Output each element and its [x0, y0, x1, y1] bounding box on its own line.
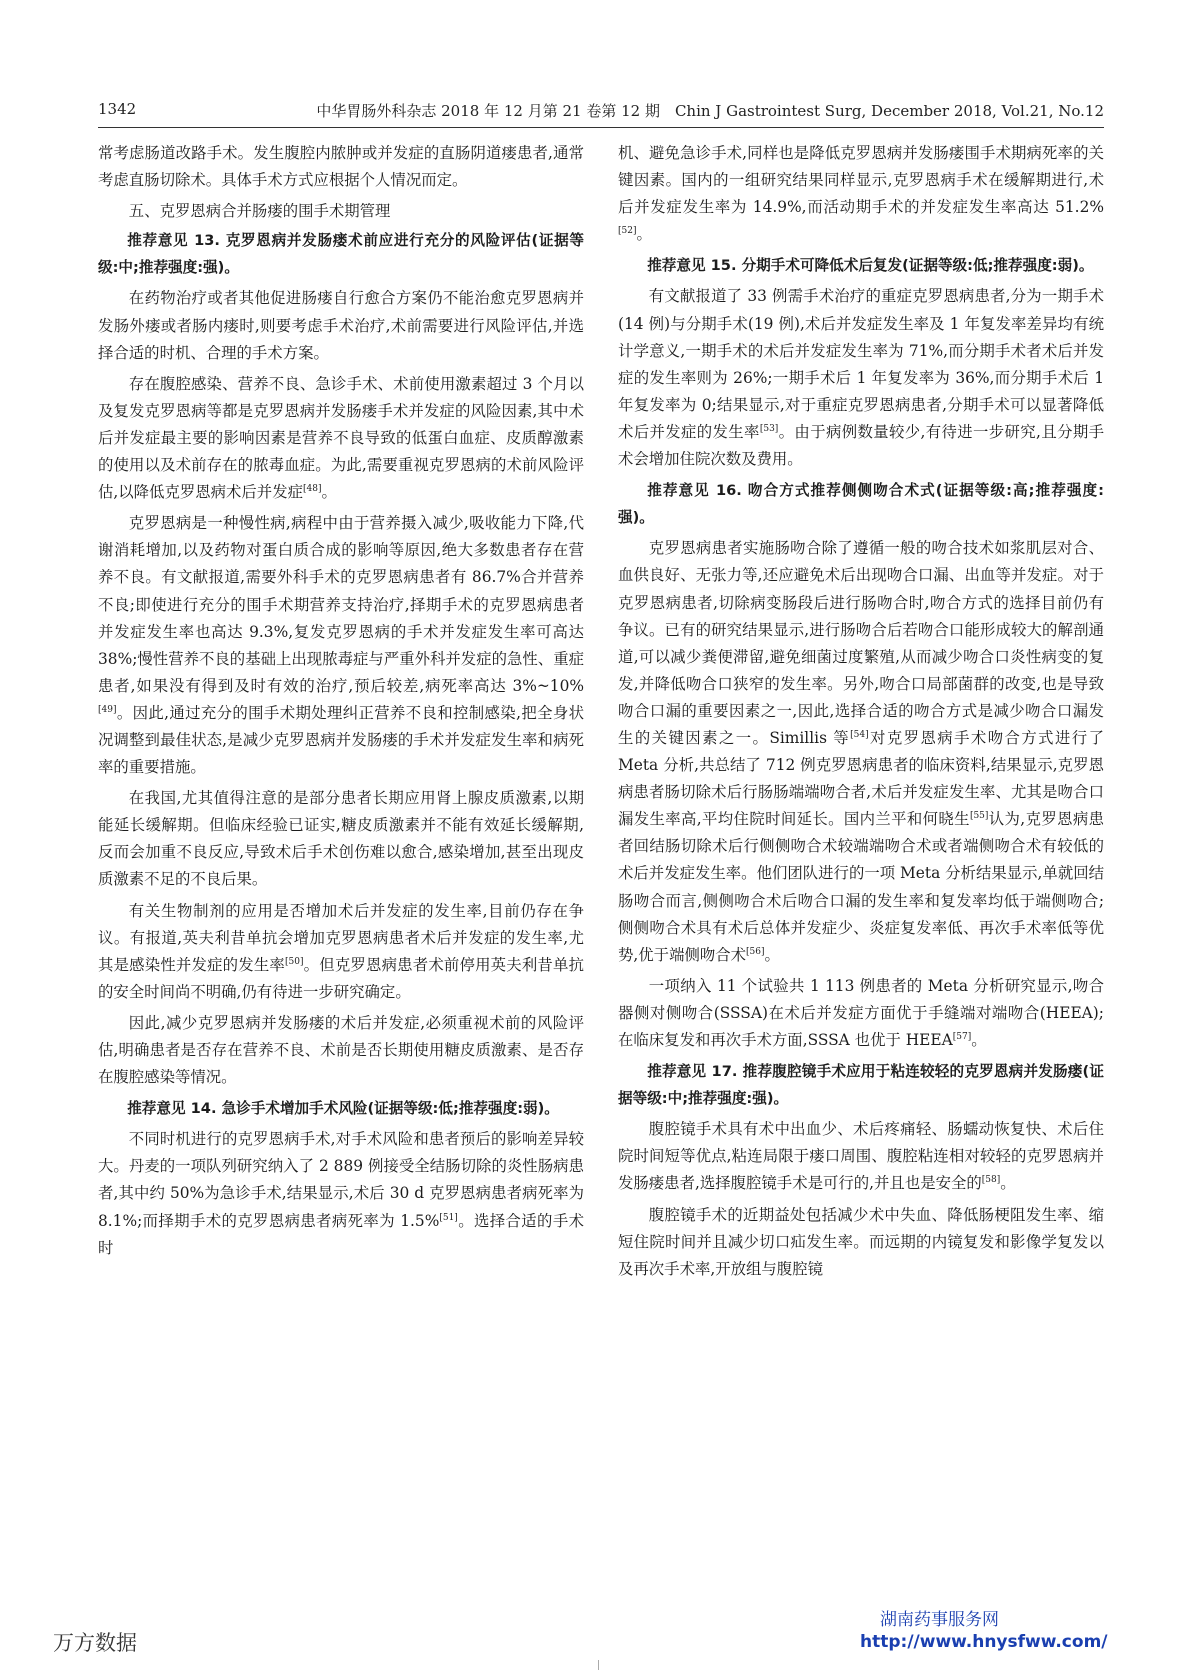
paragraph-text: 推荐意见 13. 克罗恩病并发肠瘘术前应进行充分的风险评估(证据等级:中;推荐强度:强)。: [98, 232, 584, 277]
paragraph-text: 。选择合适的手术时: [98, 1211, 584, 1257]
paragraph-text: 。: [636, 225, 652, 244]
paragraph-text: 克罗恩病患者实施肠吻合除了遵循一般的吻合技术如浆肌层对合、血供良好、无张力等,还应避免术后出现吻合口漏、出血等并发症。对于克罗恩病患者,切除病变肠段后进行肠吻合时,吻合方式的选择目前仍有争议。已有的研究结果显示,进行肠吻合后若吻合口能形成较大的解剖通道,可以减少粪便滞留,避免细菌过度繁殖,从而减少吻合口炎性病变的复发,并降低吻合口狭窄的发生率。另外,吻合口局部菌群的改变,也是导致吻合口漏的重要因素之一,因此,选择合适的吻合方式是减少吻合口漏发生的关键因素之一。Simillis 等: [618, 539, 1104, 747]
paragraph-text: 有文献报道了 33 例需手术治疗的重症克罗恩病患者,分为一期手术(14 例)与分期手术(19 例),术后并发症发生率及 1 年复发率差异均有统计学意义,一期手术的术后并发症发生率为 71%,而分期手术者术后并发症的发生率则为 26%;一期手术后 1 年复发率为 36%,而分期手术后 1 年复发率为 0;结果显示,对于重症克罗恩病患者,分期手术可以显著降低术后并发症的发生率: [618, 287, 1104, 441]
paragraph-text: 在药物治疗或者其他促进肠瘘自行愈合方案仍不能治愈克罗恩病并发肠外瘘或者肠内瘘时,则要考虑手术治疗,术前需要进行风险评估,并选择合适的时机、合理的手术方案。: [98, 289, 584, 362]
citation-ref[interactable]: [52]: [618, 226, 637, 237]
recommendation-heading: [618, 477, 1104, 531]
citation-ref[interactable]: [49]: [98, 704, 117, 715]
recommendation-heading: [618, 252, 1104, 279]
paragraph-text: 。: [1000, 1174, 1016, 1193]
citation-ref[interactable]: [50]: [285, 956, 304, 967]
paragraph-text: 克罗恩病是一种慢性病,病程中由于营养摄入减少,吸收能力下降,代谢消耗增加,以及药物对蛋白质合成的影响等原因,绝大多数患者存在营养不良。有文献报道,需要外科手术的克罗恩病患者有 86.7%合并营养不良;即使进行充分的围手术期营养支持治疗,择期手术的克罗恩病患者并发症发生率也高达 9.3%,复发克罗恩病的手术并发症发生率可高达 38%;慢性营养不良的基础上出现脓毒症与严重外科并发症的急性、重症患者,如果没有得到及时有效的治疗,预后较差,病死率高达 3%~10%: [98, 514, 584, 695]
body-paragraph: [618, 283, 1104, 473]
crop-mark: [598, 1660, 599, 1670]
paragraph-text: 腹腔镜手术的近期益处包括减少术中失血、降低肠梗阻发生率、缩短住院时间并且减少切口疝发生率。而远期的内镜复发和影像学复发以及再次手术率,开放组与腹腔镜: [618, 1205, 1104, 1278]
paragraph-text: 不同时机进行的克罗恩病手术,对手术风险和患者预后的影响差异较大。丹麦的一项队列研究纳入了 2 889 例接受全结肠切除的炎性肠病患者,其中约 50%为急诊手术,结果显示,术后 30 d 克罗恩病患者病死率为 8.1%;而择期手术的克罗恩病患者病死率为 1.5%: [98, 1130, 584, 1230]
body-paragraph: [98, 1126, 584, 1261]
body-paragraph: [98, 371, 584, 506]
paragraph-text: 。由于病例数量较少,有待进一步研究,且分期手术会增加住院次数及费用。: [618, 422, 1104, 469]
paragraph-text: 一项纳入 11 个试验共 1 113 例患者的 Meta 分析研究显示,吻合器侧对侧吻合(SSSA)在术后并发症方面优于手缝端对端吻合(HEEA);在临床复发和再次手术方面,SSSA 也优于 HEEA: [618, 976, 1104, 1049]
paragraph-text: 常考虑肠道改路手术。发生腹腔内脓肿或并发症的直肠阴道瘘患者,通常考虑直肠切除术。具体手术方式应根据个人情况而定。: [98, 144, 584, 190]
left-column: [98, 140, 584, 1266]
header-rule: [98, 127, 1104, 128]
citation-ref[interactable]: [55]: [969, 811, 989, 822]
citation-ref[interactable]: [53]: [759, 423, 779, 434]
recommendation-heading: [98, 227, 584, 281]
citation-ref[interactable]: [58]: [981, 1175, 1001, 1186]
continued-paragraph: [618, 140, 1104, 248]
running-header: [98, 100, 1104, 128]
site-watermark: [860, 1605, 1120, 1652]
wanfang-logo-text: 万方数据: [53, 1631, 137, 1655]
paragraph-text: 五、克罗恩病合并肠瘘的围手术期管理: [128, 202, 391, 221]
paragraph-text: 因此,减少克罗恩病并发肠瘘的术后并发症,必须重视术前的风险评估,明确患者是否存在营养不良、术前是否长期使用糖皮质激素、是否存在腹腔感染等情况。: [98, 1013, 584, 1087]
paragraph-text: 推荐意见 15. 分期手术可降低术后复发(证据等级:低;推荐强度:弱)。: [647, 257, 1094, 275]
site-url[interactable]: http://www.hnysfww.com/: [860, 1632, 1108, 1652]
paragraph-text: 存在腹腔感染、营养不良、急诊手术、术前使用激素超过 3 个月以及复发克罗恩病等都是克罗恩病并发肠瘘手术并发症的风险因素,其中术后并发症最主要的影响因素是营养不良导致的低蛋白血症、皮质醇激素的使用以及术前存在的脓毒血症。为此,需要重视克罗恩病的术前风险评估,以降低克罗恩病术后并发症: [98, 374, 584, 502]
paragraph-text: 有关生物制剂的应用是否增加术后并发症的发生率,目前仍存在争议。有报道,英夫利昔单抗会增加克罗恩病患者术后并发症的发生率,尤其是感染性并发症的发生率: [98, 901, 584, 974]
citation-ref[interactable]: [51]: [439, 1212, 458, 1223]
paragraph-text: 推荐意见 17. 推荐腹腔镜手术应用于粘连较轻的克罗恩病并发肠瘘(证据等级:中;推荐强度:强)。: [618, 1063, 1104, 1108]
journal-citation: 中华胃肠外科杂志 2018 年 12 月第 21 卷第 12 期 Chin J Gastrointest Surg, December 2018, Vol.21, No.12: [316, 102, 1104, 120]
body-paragraph: [618, 1202, 1104, 1283]
paragraph-text: 。因此,通过充分的围手术期处理纠正营养不良和控制感染,把全身状况调整到最佳状态,是减少克罗恩病并发肠瘘的手术并发症发生率和病死率的重要措施。: [98, 703, 584, 777]
citation-ref[interactable]: [54]: [850, 729, 869, 740]
body-paragraph: [618, 535, 1104, 969]
paragraph-text: 机、避免急诊手术,同样也是降低克罗恩病并发肠瘘围手术期病死率的关键因素。国内的一组研究结果同样显示,克罗恩病手术在缓解期进行,术后并发症发生率为 14.9%,而活动期手术的并发症发生率高达 51.2%: [618, 144, 1104, 217]
site-name: 湖南药事服务网: [880, 1610, 999, 1630]
citation-ref[interactable]: [57]: [952, 1031, 972, 1042]
paragraph-text: 在我国,尤其值得注意的是部分患者长期应用肾上腺皮质激素,以期能延长缓解期。但临床经验已证实,糖皮质激素并不能有效延长缓解期,反而会加重不良反应,导致术后手术创伤难以愈合,感染增加,甚至出现皮质激素不足的不良后果。: [98, 789, 584, 889]
paragraph-text: 。: [321, 483, 337, 502]
body-paragraph: [98, 285, 584, 366]
paragraph-text: 。: [971, 1031, 987, 1049]
body-paragraph: [98, 510, 584, 781]
citation-ref[interactable]: [48]: [302, 484, 322, 494]
paragraph-text: 腹腔镜手术具有术中出血少、术后疼痛轻、肠蠕动恢复快、术后住院时间短等优点,粘连局限于瘘口周围、腹腔粘连相对较轻的克罗恩病并发肠瘘患者,选择腹腔镜手术是可行的,并且也是安全的: [618, 1120, 1104, 1193]
body-paragraph: [98, 898, 584, 1006]
recommendation-heading: [618, 1058, 1104, 1112]
citation-ref[interactable]: [56]: [746, 946, 765, 957]
page-number: 1342: [98, 100, 137, 118]
paragraph-text: 推荐意见 16. 吻合方式推荐侧侧吻合术式(证据等级:高;推荐强度:强)。: [618, 482, 1104, 527]
paragraph-text: 推荐意见 14. 急诊手术增加手术风险(证据等级:低;推荐强度:弱)。: [127, 1100, 559, 1118]
body-paragraph: [618, 973, 1104, 1054]
right-column: [618, 140, 1104, 1287]
continued-paragraph: [98, 140, 584, 194]
paragraph-text: 认为,克罗恩病患者回结肠切除术后行侧侧吻合术较端端吻合术或者端侧吻合术有较低的术后并发症发生率。他们团队进行的一项 Meta 分析结果显示,单就回结肠吻合而言,侧侧吻合术后吻合口漏的发生率和复发率均低于端侧吻合;侧侧吻合术具有术后总体并发症少、炎症复发率低、再次手术率低等优势,优于端侧吻合术: [618, 810, 1104, 964]
paragraph-text: 。: [764, 945, 780, 964]
recommendation-heading: [98, 1095, 584, 1122]
section-heading: [98, 198, 584, 225]
body-paragraph: [98, 785, 584, 893]
paragraph-text: 对克罗恩病手术吻合方式进行了 Meta 分析,共总结了 712 例克罗恩病患者的临床资料,结果显示,克罗恩病患者肠切除术后行肠肠端端吻合者,术后并发症发生率、尤其是吻合口漏发生率高,平均住院时间延长。国内兰平和何晓生: [618, 728, 1104, 829]
body-paragraph: [618, 1116, 1104, 1197]
paragraph-text: 。但克罗恩病患者术前停用英夫利昔单抗的安全时间尚不明确,仍有待进一步研究确定。: [98, 955, 584, 1001]
body-paragraph: [98, 1010, 584, 1091]
